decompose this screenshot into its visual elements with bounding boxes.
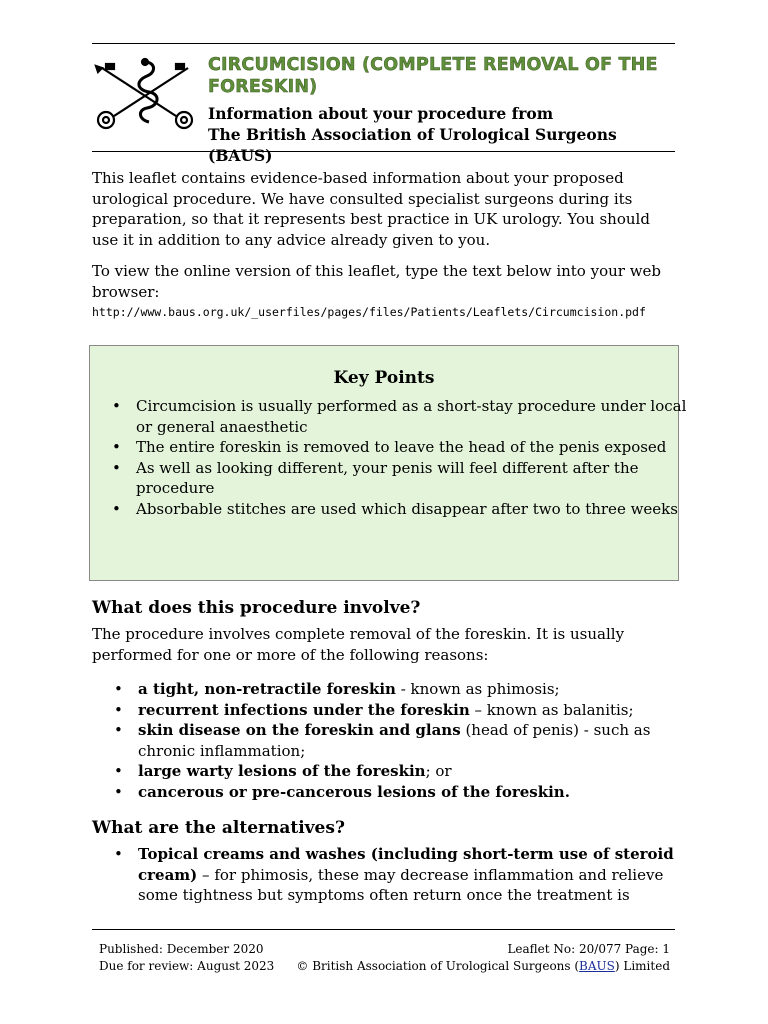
reason-rest: – known as balanitis; bbox=[469, 700, 634, 719]
list-item bbox=[138, 700, 698, 721]
reason-bold: cancerous or pre-cancerous lesions of the foreskin. bbox=[138, 782, 570, 801]
reason-bold: recurrent infections under the foreskin bbox=[138, 700, 470, 719]
list-item: • Circumcision is usually performed as a short-stay procedure under local or general anaesthetic bbox=[136, 396, 696, 437]
alternatives-heading: What are the alternatives? bbox=[92, 818, 345, 838]
list-item bbox=[138, 782, 698, 803]
footer-left bbox=[99, 941, 274, 975]
top-rule bbox=[92, 43, 675, 44]
baus-link[interactable]: BAUS bbox=[579, 959, 615, 973]
intro-paragraph: This leaflet contains evidence-based information about your proposed urological procedure. We have consulted specialist surgeons during its preparation, so that it represents best practice in UK urology. You should use it in addition to any advice already given to you. bbox=[92, 169, 650, 249]
leaflet-number: Leaflet No: 20/077 Page: 1 bbox=[507, 942, 670, 956]
list-item bbox=[138, 844, 698, 906]
review-date: Due for review: August 2023 bbox=[99, 959, 275, 973]
list-item: • The entire foreskin is removed to leave the head of the penis exposed bbox=[136, 437, 696, 458]
subtitle-line-2: The British Association of Urological Surgeons (BAUS) bbox=[208, 125, 617, 165]
copyright-pre: © British Association of Urological Surgeons ( bbox=[296, 959, 580, 973]
key-points-box bbox=[89, 345, 687, 581]
list-item bbox=[138, 679, 698, 700]
reason-rest: (head of penis) - such as chronic inflammation; bbox=[138, 721, 651, 760]
header-rule bbox=[92, 151, 675, 152]
footer-right bbox=[296, 941, 670, 975]
online-version-paragraph: To view the online version of this leaflet, type the text below into your web browser: bbox=[92, 262, 662, 301]
reason-bold: a tight, non-retractile foreskin bbox=[138, 680, 396, 698]
published-date: Published: December 2020 bbox=[99, 942, 264, 956]
procedure-paragraph: The procedure involves complete removal of the foreskin. It is usually performed for one or more of the following reasons: bbox=[92, 625, 625, 664]
key-points-title: Key Points bbox=[333, 368, 435, 388]
list-item bbox=[138, 720, 698, 761]
list-item: • As well as looking different, your penis will feel different after the procedure bbox=[136, 458, 696, 499]
page-title: CIRCUMCISION (COMPLETE REMOVAL OF THE FORESKIN) bbox=[208, 55, 658, 97]
list-item: • Absorbable stitches are used which disappear after two to three weeks bbox=[136, 499, 696, 520]
reasons-list bbox=[112, 679, 698, 802]
list-item bbox=[138, 761, 698, 782]
footer-rule bbox=[92, 929, 675, 930]
leaflet-url[interactable]: http://www.baus.org.uk/_userfiles/pages/files/Patients/Leaflets/Circumcision.pdf bbox=[92, 305, 646, 319]
alternatives-list bbox=[112, 844, 698, 906]
subtitle-line-1: Information about your procedure from bbox=[208, 104, 554, 123]
crossed-keys-serpent-icon bbox=[90, 56, 200, 132]
reason-bold: skin disease on the foreskin and glans bbox=[138, 721, 461, 739]
alternative-bold: Topical creams and washes (including short-term use of steroid cream) bbox=[138, 845, 674, 884]
reason-rest: - known as phimosis; bbox=[395, 680, 560, 698]
alternative-rest: – for phimosis, these may decrease inflammation and relieve some tightness but symptoms often return once the treatment is bbox=[138, 865, 664, 904]
copyright bbox=[296, 958, 670, 975]
key-points-list bbox=[110, 396, 696, 519]
page-subtitle bbox=[208, 103, 678, 166]
copyright-post: ) Limited bbox=[614, 959, 670, 973]
procedure-heading: What does this procedure involve? bbox=[92, 598, 421, 618]
reason-rest: ; or bbox=[425, 762, 452, 780]
reason-bold: large warty lesions of the foreskin bbox=[138, 762, 426, 780]
